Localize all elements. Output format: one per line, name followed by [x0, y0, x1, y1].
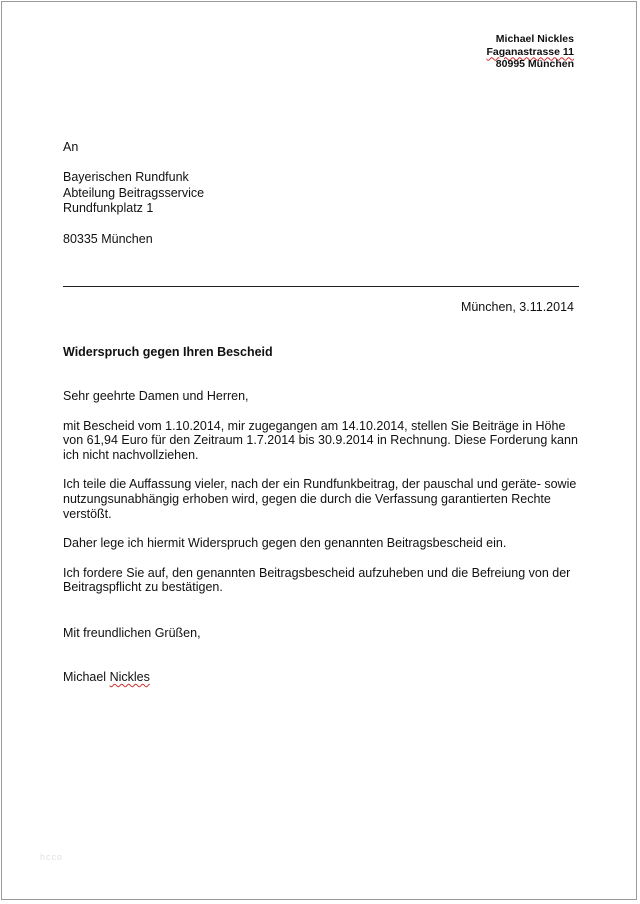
recipient-city: 80335 München — [63, 231, 153, 246]
body-paragraph-3: Daher lege ich hiermit Widerspruch gegen den genannten Beitragsbescheid ein. — [63, 536, 507, 551]
sender-city: 80995 München — [495, 58, 574, 70]
sender-address — [486, 33, 574, 71]
letter-date: München, 3.11.2014 — [460, 300, 574, 314]
recipient-line-3: Rundfunkplatz 1 — [63, 201, 154, 215]
recipient-prefix: An — [63, 140, 79, 154]
letter-body — [63, 389, 579, 610]
faint-watermark: hcco — [40, 852, 64, 862]
recipient-line-1: Bayerischen Rundfunk — [63, 170, 189, 184]
sender-name: Michael Nickles — [495, 33, 574, 45]
body-paragraph-4: Ich fordere Sie auf, den genannten Beitragsbescheid aufzuheben und die Befreiung von der Beitragspflicht zu bestätigen. — [63, 565, 571, 595]
signature-name — [63, 670, 150, 684]
closing-phrase: Mit freundlichen Grüßen, — [63, 626, 201, 640]
body-paragraph-2: Ich teile die Auffassung vieler, nach der ein Rundfunkbeitrag, der pauschal und geräte- sowie nutzungsunabhängig erhoben wird, gegen die durch die Verfassung garantierten Rechte verstößt. — [63, 477, 577, 521]
letter-subject: Widerspruch gegen Ihren Bescheid — [63, 345, 273, 359]
body-paragraph-1: mit Bescheid vom 1.10.2014, mir zugegangen am 14.10.2014, stellen Sie Beiträge in Höhe von 61,94 Euro für den Zeitraum 1.7.2014 bis 30.9.2014 in Rechnung. Diese Forderung kann ich nicht nachvollziehen. — [63, 418, 578, 462]
signature-last-name: Nickles — [109, 670, 150, 684]
sender-street: Faganastrasse 11 — [486, 45, 574, 58]
recipient-line-2: Abteilung Beitragsservice — [63, 185, 205, 200]
signature-first-name: Michael — [63, 670, 107, 684]
salutation: Sehr geehrte Damen und Herren, — [63, 389, 249, 403]
separator-line — [63, 286, 579, 287]
recipient-address — [63, 170, 204, 247]
letter-page — [1, 1, 637, 900]
